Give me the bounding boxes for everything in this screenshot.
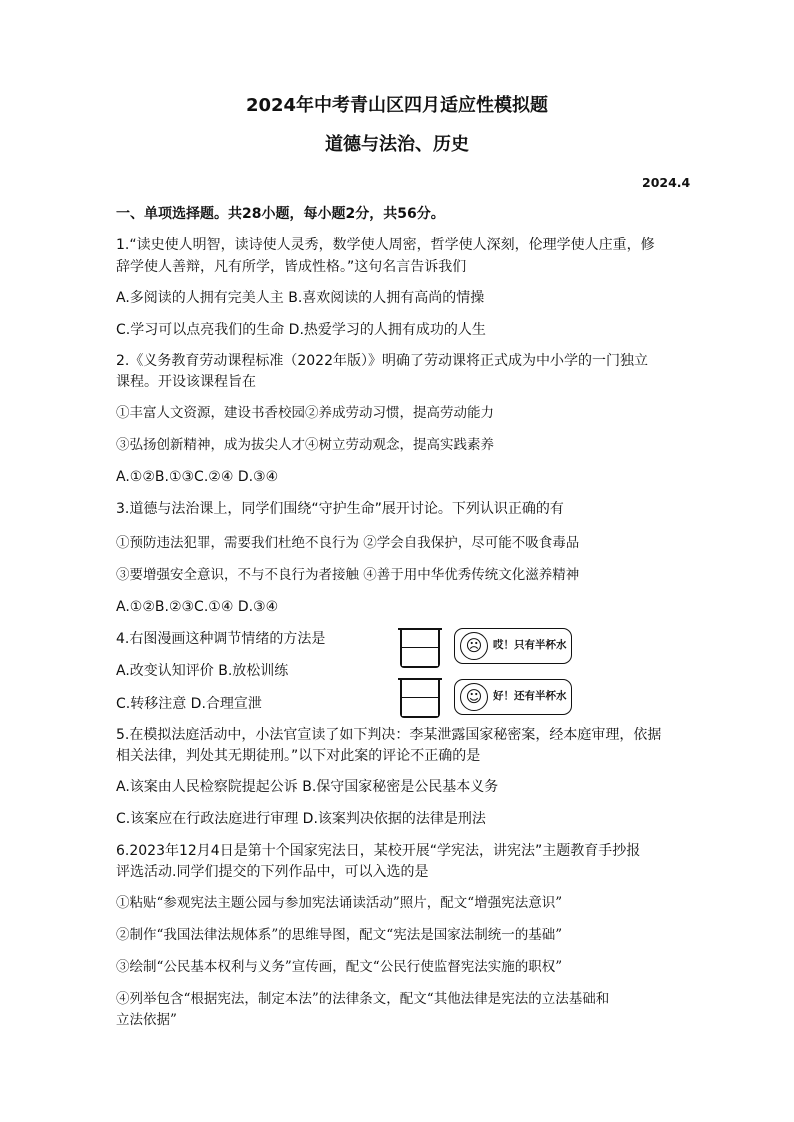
- exam-title: 2024年中考青山区四月适应性模拟题: [245, 95, 549, 116]
- q5-options-ab: A.该案由人民检察院提起公诉 B.保守国家秘密是公民基本义务: [116, 779, 499, 795]
- speech-bubble-sad: [454, 628, 572, 664]
- q3-options: A.①②B.②③C.①④ D.③④: [116, 599, 279, 615]
- q1-stem-line2: 辞学使人善辩，凡有所学，皆成性格。”这句名言告诉我们: [116, 259, 467, 275]
- q4-options-cd: C.转移注意 D.合理宣泄: [116, 696, 262, 712]
- q2-items-line2: ③弘扬创新精神，成为拔尖人才④树立劳动观念，提高实践素养: [116, 437, 494, 453]
- bubble-text-sad: 哎！只有半杯水: [493, 639, 567, 651]
- q6-item-1: ①粘贴“参观宪法主题公园与参加宪法诵读活动”照片，配文“增强宪法意识”: [116, 895, 563, 911]
- bubble-text-happy: 好！还有半杯水: [493, 690, 567, 702]
- q2-items-line1: ①丰富人文资源，建设书香校园②养成劳动习惯，提高劳动能力: [116, 405, 494, 421]
- exam-date: 2024.4: [642, 175, 691, 190]
- q6-item-4-line1: ④列举包含“根据宪法，制定本法”的法律条文，配文“其他法律是宪法的立法基础和: [116, 991, 610, 1007]
- q3-items-line1: ①预防违法犯罪，需要我们杜绝不良行为 ②学会自我保护，尽可能不吸食毒品: [116, 535, 580, 551]
- q1-stem-line1: 1.“读史使人明智，读诗使人灵秀，数学使人周密，哲学使人深刻，伦理学使人庄重，修: [116, 237, 655, 253]
- q6-stem-line1: 6.2023年12月4日是第十个国家宪法日，某校开展“学宪法，讲宪法”主题教育手抄报: [116, 843, 641, 859]
- exam-subject: 道德与法治、历史: [325, 134, 469, 155]
- speech-bubble-happy: [454, 679, 572, 715]
- q1-options-cd: C.学习可以点亮我们的生命 D.热爱学习的人拥有成功的人生: [116, 322, 486, 338]
- q6-item-4-line2: 立法依据”: [116, 1012, 177, 1028]
- q3-items-line2: ③要增强安全意识，不与不良行为者接触 ④善于用中华优秀传统文化滋养精神: [116, 567, 580, 583]
- q5-stem-line1: 5.在模拟法庭活动中，小法官宣读了如下判决：李某泄露国家秘密案，经本庭审理，依据: [116, 727, 662, 743]
- glass-icon: [400, 630, 440, 668]
- q4-stem: 4.右图漫画这种调节情绪的方法是: [116, 631, 326, 647]
- half-glass-comic: [392, 624, 672, 720]
- sad-face-icon: ☹: [460, 632, 488, 660]
- q2-stem-line1: 2.《义务教育劳动课程标准（2022年版）》明确了劳动课将正式成为中小学的一门独立: [116, 353, 648, 369]
- q5-options-cd: C.该案应在行政法庭进行审理 D.该案判决依据的法律是刑法: [116, 811, 486, 827]
- q6-stem-line2: 评选活动.同学们提交的下列作品中，可以入选的是: [116, 864, 429, 880]
- glass-icon: [400, 680, 440, 718]
- q4-options-ab: A.改变认知评价 B.放松训练: [116, 663, 289, 679]
- q2-options: A.①②B.①③C.②④ D.③④: [116, 469, 279, 485]
- q6-item-3: ③绘制“公民基本权利与义务”宣传画，配文“公民行使监督宪法实施的职权”: [116, 959, 563, 975]
- q5-stem-line2: 相关法律，判处其无期徒刑。”以下对此案的评论不正确的是: [116, 748, 481, 764]
- happy-face-icon: ☺: [460, 683, 488, 711]
- section-heading: 一、单项选择题。共28小题，每小题2分，共56分。: [116, 206, 445, 222]
- q3-stem: 3.道德与法治课上，同学们围绕“守护生命”展开讨论。下列认识正确的有: [116, 501, 564, 517]
- q2-stem-line2: 课程。开设该课程旨在: [116, 374, 256, 390]
- q1-options-ab: A.多阅读的人拥有完美人主 B.喜欢阅读的人拥有高尚的情操: [116, 290, 485, 306]
- q6-item-2: ②制作“我国法律法规体系”的思维导图，配文“宪法是国家法制统一的基础”: [116, 927, 563, 943]
